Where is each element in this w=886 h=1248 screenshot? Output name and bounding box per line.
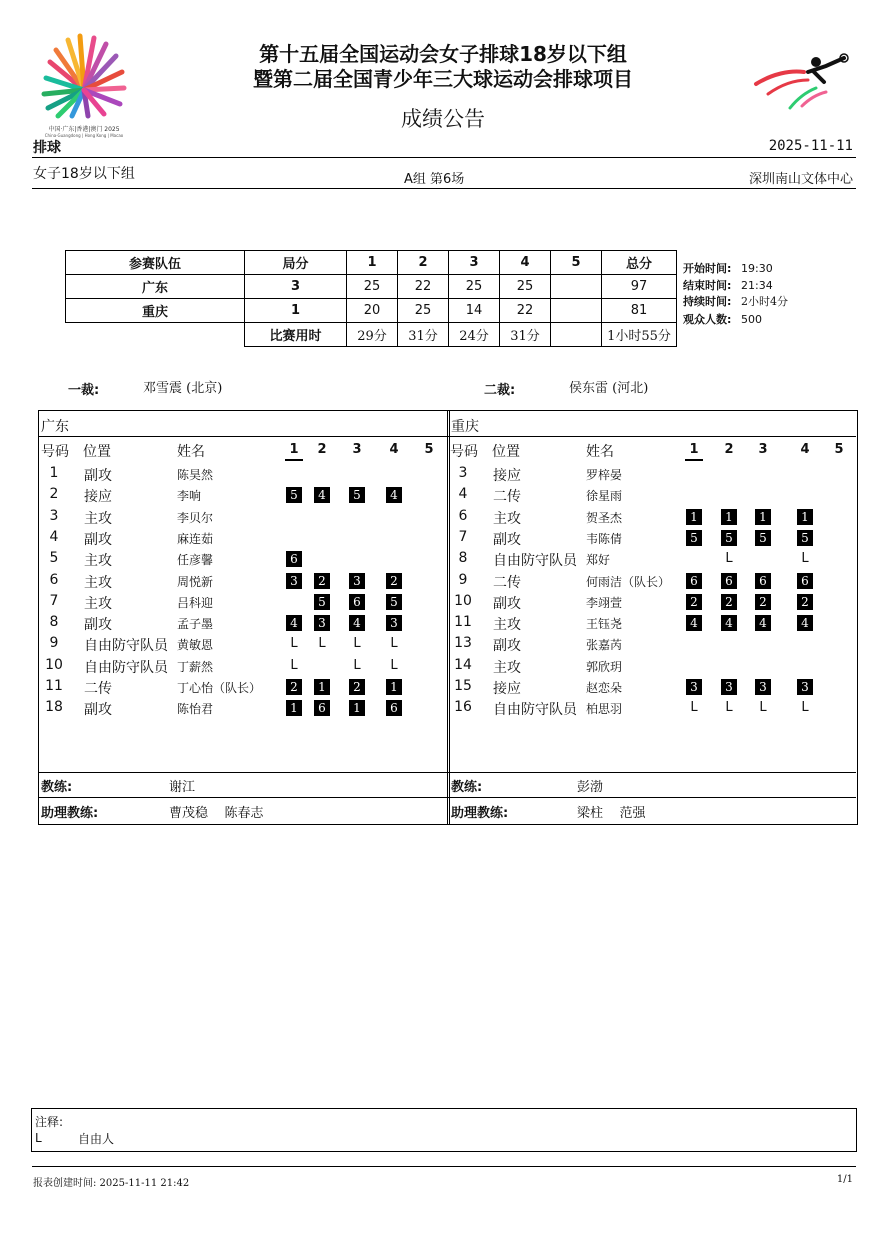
player-number: 11: [45, 678, 63, 694]
player-number: 6: [49, 571, 59, 588]
player-position: 主攻: [493, 510, 521, 527]
libero-marker: L: [318, 636, 326, 652]
score-header-set-5: 5: [551, 251, 602, 275]
starting-position-box: 2: [386, 573, 402, 589]
away-coach: 彭渤: [577, 780, 604, 795]
first-referee-label: 一裁:: [68, 383, 100, 398]
starting-position-box: 4: [755, 615, 771, 631]
duration-label: 比赛用时: [245, 323, 347, 347]
player-number: 14: [454, 656, 472, 673]
starting-position-box: 3: [797, 679, 813, 695]
col-header-set-2: 2: [317, 442, 327, 457]
player-position: 副攻: [84, 468, 112, 484]
player-position: 接应: [493, 681, 521, 697]
score-table: [65, 250, 677, 347]
col-header-name: 姓名: [177, 444, 205, 460]
player-name: 李翊萱: [586, 595, 623, 610]
score-header-set-3: 3: [449, 251, 500, 275]
sport-label: 排球: [33, 140, 61, 156]
player-number: 11: [454, 614, 472, 631]
player-name: 张嘉芮: [586, 638, 623, 653]
col-header-name: 姓名: [586, 444, 614, 460]
col-header-position: 位置: [83, 444, 111, 460]
player-position: 副攻: [84, 702, 112, 719]
starting-position-box: 2: [686, 594, 702, 610]
player-position: 二传: [84, 681, 112, 697]
player-name: 丁心怡（队长）: [177, 681, 262, 695]
report-date: 2025-11-11: [768, 138, 853, 154]
footer-divider: [32, 1166, 856, 1167]
logo-caption-en: China·Guangdong | Hong Kong | Macao: [44, 133, 124, 138]
home-assistants: 曹茂稳 陈春志: [169, 806, 264, 821]
player-number: 3: [458, 465, 468, 481]
starting-position-box: 5: [286, 487, 302, 503]
player-position: 二传: [493, 574, 521, 591]
col-header-set-4: 4: [800, 442, 810, 457]
player-position: 二传: [493, 489, 521, 506]
info-value: 2小时4分: [741, 295, 788, 308]
notes-box: [31, 1108, 857, 1152]
info-value: 21:34: [741, 279, 773, 292]
player-number: 3: [49, 507, 59, 524]
starting-position-box: 3: [286, 573, 302, 589]
libero-marker: L: [390, 636, 398, 652]
player-position: 接应: [84, 489, 112, 506]
player-position: 自由防守队员: [84, 638, 168, 655]
libero-marker: L: [690, 700, 698, 716]
info-label: 观众人数:: [683, 313, 732, 326]
home-coach-label: 教练:: [41, 780, 73, 795]
starting-position-box: 5: [386, 594, 402, 610]
set-header-underline: [685, 459, 703, 461]
title-line-2: 暨第二届全国青少年三大球运动会排球项目: [253, 67, 633, 91]
player-name: 郭欣玥: [586, 659, 623, 674]
score-set-value: 14: [449, 299, 500, 323]
player-number: 8: [458, 550, 468, 567]
set-duration: 31分: [500, 323, 551, 347]
player-name: 王钰尧: [586, 617, 623, 632]
score-set-value: [551, 299, 602, 323]
player-number: 6: [458, 507, 468, 524]
starting-position-box: 6: [349, 594, 365, 610]
starting-position-box: 6: [386, 700, 402, 716]
score-set-value: 25: [449, 275, 500, 299]
divider: [32, 157, 856, 158]
starting-position-box: 3: [314, 615, 330, 631]
libero-marker: L: [353, 657, 361, 673]
home-team-name: 广东: [41, 419, 69, 435]
title-line-1: 第十五届全国运动会女子排球18岁以下组: [259, 42, 627, 66]
score-row-home: [66, 275, 677, 299]
set-header-underline: [285, 459, 303, 461]
score-sets-won: 1: [245, 299, 347, 323]
starting-position-box: 5: [314, 594, 330, 610]
score-set-value: 22: [398, 275, 449, 299]
starting-position-box: 5: [755, 530, 771, 546]
player-name: 何雨洁（队长）: [586, 574, 671, 589]
starting-position-box: 1: [797, 509, 813, 525]
player-number: 9: [458, 571, 468, 588]
libero-marker: L: [290, 636, 298, 652]
notes-key: L: [35, 1131, 42, 1145]
starting-position-box: 4: [721, 615, 737, 631]
player-position: 主攻: [84, 574, 112, 591]
second-referee: 侯东雷 (河北): [569, 381, 649, 396]
score-total: 81: [602, 299, 677, 323]
score-set-value: 25: [347, 275, 398, 299]
starting-position-box: 2: [286, 679, 302, 695]
player-name: 柏思羽: [586, 702, 623, 717]
player-name: 吕科迎: [177, 595, 214, 610]
total-duration: 1小时55分: [602, 323, 677, 347]
set-duration: 29分: [347, 323, 398, 347]
starting-position-box: 6: [686, 573, 702, 589]
player-position: 主攻: [84, 595, 112, 612]
player-name: 周悦新: [177, 574, 214, 589]
starting-position-box: 3: [721, 679, 737, 695]
score-header-set-2: 2: [398, 251, 449, 275]
col-header-number: 号码: [41, 444, 69, 460]
first-referee: 邓雪震 (北京): [143, 381, 223, 396]
info-duration: [683, 293, 788, 309]
player-name: 任彦馨: [177, 553, 214, 568]
set-duration: 31分: [398, 323, 449, 347]
venue: 深圳南山文体中心: [748, 172, 853, 187]
starting-position-box: 4: [314, 487, 330, 503]
player-name: 赵恋朵: [586, 681, 623, 695]
col-header-set-5: 5: [424, 442, 434, 457]
col-header-set-5: 5: [834, 442, 844, 457]
away-coach-label: 教练:: [451, 780, 483, 795]
player-name: 李贝尔: [177, 510, 214, 525]
score-set-value: 25: [500, 275, 551, 299]
player-number: 18: [45, 699, 63, 716]
second-referee-label: 二裁:: [484, 383, 516, 398]
score-total: 97: [602, 275, 677, 299]
starting-position-box: 5: [349, 487, 365, 503]
notes-meaning: 自由人: [78, 1132, 115, 1146]
divider: [32, 188, 856, 189]
player-position: 自由防守队员: [493, 702, 577, 719]
starting-position-box: 6: [721, 573, 737, 589]
away-assistant-label: 助理教练:: [451, 806, 509, 821]
score-header-team: 参赛队伍: [66, 251, 245, 275]
player-number: 2: [49, 486, 59, 503]
player-number: 16: [454, 699, 472, 716]
starting-position-box: 4: [686, 615, 702, 631]
libero-marker: L: [801, 551, 809, 567]
score-header-set-4: 4: [500, 251, 551, 275]
col-header-set-1: 1: [289, 442, 299, 457]
starting-position-box: 1: [386, 679, 402, 695]
player-position: 副攻: [84, 617, 112, 634]
libero-marker: L: [801, 700, 809, 716]
player-position: 接应: [493, 468, 521, 484]
player-number: 15: [454, 678, 472, 694]
player-number: 10: [45, 656, 63, 673]
player-position: 副攻: [493, 595, 521, 612]
player-name: 陈昊然: [177, 468, 214, 482]
starting-position-box: 1: [686, 509, 702, 525]
player-name: 贺圣杰: [586, 510, 623, 525]
libero-marker: L: [725, 551, 733, 567]
player-name: 李响: [177, 489, 202, 504]
away-team-name: 重庆: [451, 419, 479, 435]
player-name: 徐星雨: [586, 489, 623, 504]
player-name: 丁薪然: [177, 659, 214, 674]
home-coach: 谢江: [169, 780, 196, 795]
starting-position-box: 4: [386, 487, 402, 503]
player-number: 8: [49, 614, 59, 631]
roster-team-divider: [38, 436, 856, 437]
info-value: 500: [741, 313, 762, 326]
player-position: 自由防守队员: [84, 659, 168, 676]
starting-position-box: 2: [755, 594, 771, 610]
player-position: 副攻: [84, 531, 112, 548]
player-position: 主攻: [493, 659, 521, 676]
starting-position-box: 6: [797, 573, 813, 589]
roster-assistant-divider: [38, 797, 856, 798]
starting-position-box: 4: [797, 615, 813, 631]
libero-marker: L: [759, 700, 767, 716]
starting-position-box: 3: [686, 679, 702, 695]
libero-marker: L: [353, 636, 361, 652]
set-duration: 24分: [449, 323, 500, 347]
player-name: 郑好: [586, 553, 611, 568]
info-audience: [683, 311, 762, 327]
player-position: 副攻: [493, 638, 521, 655]
starting-position-box: 5: [797, 530, 813, 546]
player-name: 罗梓晏: [586, 468, 623, 482]
score-duration-row: [66, 323, 677, 347]
starting-position-box: 2: [797, 594, 813, 610]
libero-marker: L: [725, 700, 733, 716]
page-subtitle: 成绩公告: [401, 107, 485, 131]
starting-position-box: 4: [286, 615, 302, 631]
col-header-set-3: 3: [758, 442, 768, 457]
starting-position-box: 5: [686, 530, 702, 546]
score-sets-won: 3: [245, 275, 347, 299]
player-number: 9: [49, 635, 59, 652]
col-header-position: 位置: [492, 444, 520, 460]
col-header-number: 号码: [450, 444, 478, 460]
logo-caption: 中国·广东|香港|澳门 2025: [48, 126, 120, 133]
roster-coach-divider: [38, 772, 856, 773]
player-number: 13: [454, 635, 472, 652]
player-number: 10: [454, 592, 472, 609]
player-position: 主攻: [493, 617, 521, 634]
starting-position-box: 1: [349, 700, 365, 716]
info-value: 19:30: [741, 262, 773, 275]
report-created-time: 报表创建时间: 2025-11-11 21:42: [33, 1178, 190, 1189]
home-assistant-label: 助理教练:: [41, 806, 99, 821]
starting-position-box: 6: [286, 551, 302, 567]
libero-marker: L: [390, 657, 398, 673]
starting-position-box: 3: [755, 679, 771, 695]
starting-position-box: 6: [314, 700, 330, 716]
info-start: [683, 260, 773, 276]
player-name: 韦陈倩: [586, 531, 623, 546]
player-number: 7: [49, 592, 59, 609]
player-name: 孟子墨: [177, 617, 214, 632]
player-name: 黄敏恩: [177, 638, 214, 653]
starting-position-box: 2: [349, 679, 365, 695]
score-set-value: 25: [398, 299, 449, 323]
score-header-sets: 局分: [245, 251, 347, 275]
page-number: 1/1: [836, 1174, 853, 1185]
starting-position-box: 1: [314, 679, 330, 695]
away-assistants: 梁柱 范强: [577, 806, 646, 821]
col-header-set-3: 3: [352, 442, 362, 457]
player-number: 7: [458, 528, 468, 545]
starting-position-box: 2: [314, 573, 330, 589]
category-label: 女子18岁以下组: [33, 166, 135, 182]
starting-position-box: 6: [755, 573, 771, 589]
col-header-set-4: 4: [389, 442, 399, 457]
info-label: 开始时间:: [683, 262, 732, 275]
starting-position-box: 1: [755, 509, 771, 525]
info-label: 持续时间:: [683, 295, 732, 308]
score-team-name: 广东: [66, 275, 245, 299]
player-position: 副攻: [493, 531, 521, 548]
player-name: 麻连茹: [177, 531, 214, 546]
starting-position-box: 5: [721, 530, 737, 546]
player-number: 4: [458, 486, 468, 503]
score-set-value: 22: [500, 299, 551, 323]
libero-marker: L: [290, 657, 298, 673]
starting-position-box: 1: [286, 700, 302, 716]
starting-position-box: 2: [721, 594, 737, 610]
info-label: 结束时间:: [683, 279, 732, 292]
score-set-value: [551, 275, 602, 299]
player-number: 5: [49, 550, 59, 567]
player-position: 主攻: [84, 553, 112, 570]
score-row-away: [66, 299, 677, 323]
score-team-name: 重庆: [66, 299, 245, 323]
score-header-total: 总分: [602, 251, 677, 275]
score-set-value: 20: [347, 299, 398, 323]
info-end: [683, 277, 773, 293]
set-duration: [551, 323, 602, 347]
notes-label: 注释:: [35, 1115, 64, 1129]
starting-position-box: 1: [721, 509, 737, 525]
starting-position-box: 3: [349, 573, 365, 589]
score-header-row: [66, 251, 677, 275]
player-position: 主攻: [84, 510, 112, 527]
player-position: 自由防守队员: [493, 553, 577, 570]
group-match: A组 第6场: [404, 172, 465, 187]
player-number: 1: [49, 465, 59, 481]
starting-position-box: 4: [349, 615, 365, 631]
starting-position-box: 3: [386, 615, 402, 631]
col-header-set-2: 2: [724, 442, 734, 457]
player-number: 4: [49, 528, 59, 545]
player-name: 陈怡君: [177, 702, 214, 717]
col-header-set-1: 1: [689, 442, 699, 457]
score-header-set-1: 1: [347, 251, 398, 275]
